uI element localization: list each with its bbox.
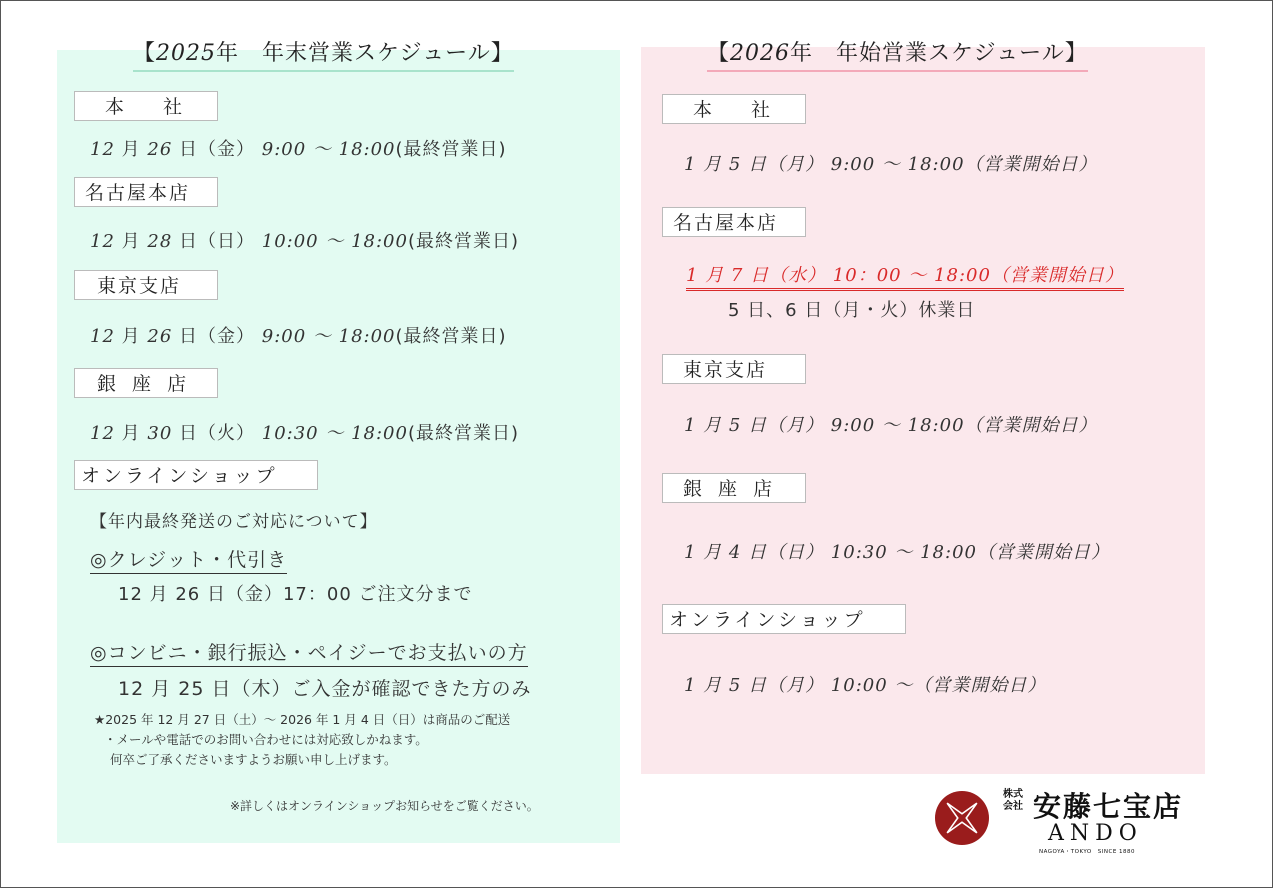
day-unit: 日（金） xyxy=(179,326,256,347)
tokyo-newyear-hours: 1 月 5 日（月） 9:00 〜 18:00（営業開始日） xyxy=(684,415,1098,436)
online-newyear-hours: 1 月 5 日（月） 10:00 〜（営業開始日） xyxy=(684,675,1047,696)
logo-kabushiki: 株式会社 xyxy=(1003,789,1023,812)
honsha-newyear-hours: 1 月 5 日（月） 9:00 〜 18:00（営業開始日） xyxy=(684,154,1098,175)
heading-bracket: 【 xyxy=(707,41,731,66)
time-range: 9:00 〜 18:00 xyxy=(261,139,396,160)
footnote: ※詳しくはオンラインショップお知らせをご覧ください。 xyxy=(230,799,539,813)
convenience-deadline: 12 月 25 日（木）ご入金が確認できた方のみ xyxy=(118,678,532,700)
nagoya-hours xyxy=(90,227,519,253)
day-num: 26 xyxy=(147,139,173,160)
label-nagoya-newyear: 名古屋本店 xyxy=(662,207,806,237)
final-shipping-title: 【年内最終発送のご対応について】 xyxy=(90,512,378,532)
day-note: (最終営業日) xyxy=(395,139,507,160)
day-unit: 日（金） xyxy=(179,139,256,160)
heading-year: 2025 xyxy=(156,41,217,66)
label-online-shop-newyear: オンラインショップ xyxy=(662,604,906,634)
company-logo xyxy=(935,785,1200,855)
honsha-hours xyxy=(90,135,507,161)
month-unit: 月 xyxy=(121,326,141,347)
time-range: 9:00 〜 18:00 xyxy=(261,326,396,347)
logo-romaji: ANDO xyxy=(1048,821,1143,846)
notice-line-2: ・メールや電話でのお問い合わせには対応致しかねます。 xyxy=(104,732,428,747)
new-year-heading xyxy=(707,36,1088,72)
year-end-heading xyxy=(133,36,514,72)
notice-line-1: ★2025 年 12 月 27 日（土）〜 2026 年 1 月 4 日（日）は商品のご配送 xyxy=(94,712,511,727)
time-range: 10:30 〜 18:00 xyxy=(261,423,408,444)
notice-line-3: 何卒ご了承くださいますようお願い申し上げます。 xyxy=(110,752,397,767)
day-num: 28 xyxy=(147,231,173,252)
logo-company-name: 安藤七宝店 xyxy=(1033,790,1184,823)
heading-bracket: 【 xyxy=(133,41,157,66)
ginza-hours xyxy=(90,419,519,445)
heading-text: 年 年末営業スケジュール】 xyxy=(216,41,514,66)
day-note: (最終営業日) xyxy=(407,231,519,252)
nagoya-closed-days: 5 日、6 日（月・火）休業日 xyxy=(728,300,976,321)
ginza-newyear-hours: 1 月 4 日（日） 10:30 〜 18:00（営業開始日） xyxy=(684,542,1110,563)
day-unit: 日（火） xyxy=(179,423,256,444)
month-unit: 月 xyxy=(121,139,141,160)
month-unit: 月 xyxy=(121,231,141,252)
label-nagoya: 名古屋本店 xyxy=(74,177,218,207)
heading-year: 2026 xyxy=(730,41,791,66)
time-range: 10:00 〜 18:00 xyxy=(261,231,408,252)
day-note: (最終営業日) xyxy=(395,326,507,347)
credit-deadline: 12 月 26 日（金）17：00 ご注文分まで xyxy=(118,584,473,605)
convenience-title: ◎コンビニ・銀行振込・ペイジーでお支払いの方 xyxy=(90,638,528,667)
label-ginza: 銀 座 店 xyxy=(74,368,218,398)
tokyo-hours xyxy=(90,322,507,348)
label-tokyo-newyear: 東京支店 xyxy=(662,354,806,384)
logo-subtitle: NAGOYA・TOKYO SINCE 1880 xyxy=(1039,849,1136,855)
label-tokyo: 東京支店 xyxy=(74,270,218,300)
month-num: 12 xyxy=(90,139,115,160)
label-online-shop: オンラインショップ xyxy=(74,460,318,490)
month-num: 12 xyxy=(90,423,115,444)
month-unit: 月 xyxy=(121,423,141,444)
cloisonne-emblem-icon xyxy=(935,791,989,845)
month-num: 12 xyxy=(90,231,115,252)
month-num: 12 xyxy=(90,326,115,347)
credit-title: ◎クレジット・代引き xyxy=(90,545,287,574)
label-honsha-newyear: 本 社 xyxy=(662,94,806,124)
day-note: (最終営業日) xyxy=(407,423,519,444)
label-ginza-newyear: 銀 座 店 xyxy=(662,473,806,503)
nagoya-newyear-hours: 1 月 7 日（水） 10：00 〜 18:00（営業開始日） xyxy=(686,261,1124,291)
day-unit: 日（日） xyxy=(179,231,256,252)
label-honsha: 本 社 xyxy=(74,91,218,121)
day-num: 26 xyxy=(147,326,173,347)
day-num: 30 xyxy=(147,423,173,444)
heading-text: 年 年始営業スケジュール】 xyxy=(790,41,1088,66)
